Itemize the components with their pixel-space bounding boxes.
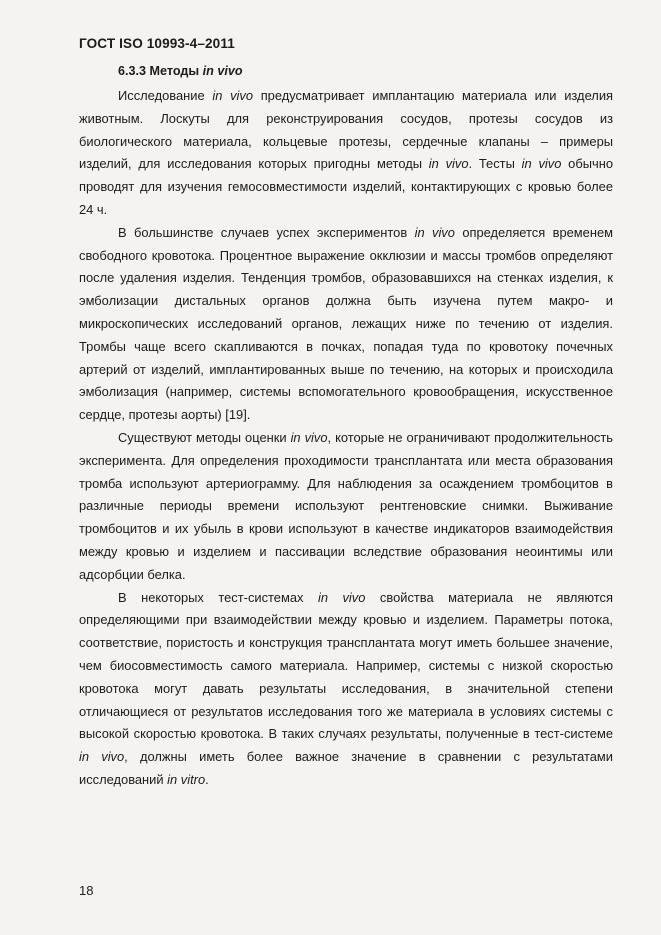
page-number: 18 xyxy=(79,883,94,898)
text-run-italic: in vivo xyxy=(521,156,562,172)
text-run-italic: in vivo xyxy=(79,749,125,765)
text-run-italic: in vitro xyxy=(167,771,206,787)
text-run: свойства материала не являются определяющими при взаимодействии между кровью и изделием. Параметры потока, соответствие, пористость и конструкция трансплантата могут иметь большее значение, чем биосовместимость самого материала. Например, системы с низкой скоростью кровотока могут давать результаты исследования, в значительной степени отличающиеся от результатов исследования того же материала в условиях системы с высокой скоростью кровотока. В таких случаях результаты, полученные в тест-системе xyxy=(79,589,613,742)
section-heading xyxy=(118,64,243,78)
paragraph xyxy=(79,427,613,587)
paragraph xyxy=(79,587,613,792)
text-run-italic: in vivo xyxy=(414,224,455,240)
text-run: . Тесты xyxy=(468,156,522,172)
text-run: обычно проводят для изучения гемосовместимости изделий, контактирующих с кровью более 24 ч. xyxy=(79,156,613,217)
paragraph xyxy=(79,222,613,427)
text-run-italic: in vivo xyxy=(428,156,469,172)
standard-header: ГОСТ ISO 10993-4–2011 xyxy=(79,36,235,51)
section-title-text: Методы xyxy=(149,64,203,78)
text-run: . xyxy=(205,771,209,787)
section-title-italic: in vivo xyxy=(202,64,243,78)
text-run: Исследование xyxy=(118,88,213,103)
text-run: определяется временем свободного кровотока. Процентное выражение окклюзии и массы тромбов определяют после удаления изделия. Тенденция тромбов, образовавшихся на стенках изделия, к эмболизации дистальных органов должна быть изучена путем макро- и микроскопических исследований органов, лежащих ниже по течению от изделия. Тромбы чаще всего скапливаются в почках, попадая туда по кровотоку почечных артерий от изделий, имплантированных выше по течению, на которых и происходила эмболизация (например, системы вспомогательного кровообращения, искусственное сердце, протезы аорты) [19]. xyxy=(79,224,613,423)
text-run: Существуют методы оценки xyxy=(118,429,291,445)
section-number: 6.3.3 xyxy=(118,64,147,78)
paragraph xyxy=(79,85,613,222)
text-run-italic: in vivo xyxy=(290,429,328,445)
text-run: В некоторых тест-системах xyxy=(118,589,318,605)
text-run-italic: in vivo xyxy=(317,589,366,605)
text-run: В большинстве случаев успех экспериментов xyxy=(118,224,415,240)
text-run: , должны иметь более важное значение в сравнении с результатами исследований xyxy=(79,749,613,787)
text-run-italic: in vivo xyxy=(212,88,253,103)
text-run: , которые не ограничивают продолжительность эксперимента. Для определения проходимости трансплантата или места образования тромба используют артериограмму. Для наблюдения за осаждением тромбоцитов в различные периоды времени используют рентгеновские снимки. Выживание тромбоцитов и их убыль в крови используют в качестве индикаторов взаимодействия между кровью и изделием и пассивации вследствие образования неоинтимы или адсорбции белка. xyxy=(79,429,613,582)
body-text xyxy=(79,85,613,792)
text-run: предусматривает имплантацию материала или изделия животным. Лоскуты для реконструирования сосудов, протезы сосудов из биологического материала, кольцевые протезы, сердечные клапаны – примеры изделий, для исследования которых пригодны методы xyxy=(79,88,614,172)
